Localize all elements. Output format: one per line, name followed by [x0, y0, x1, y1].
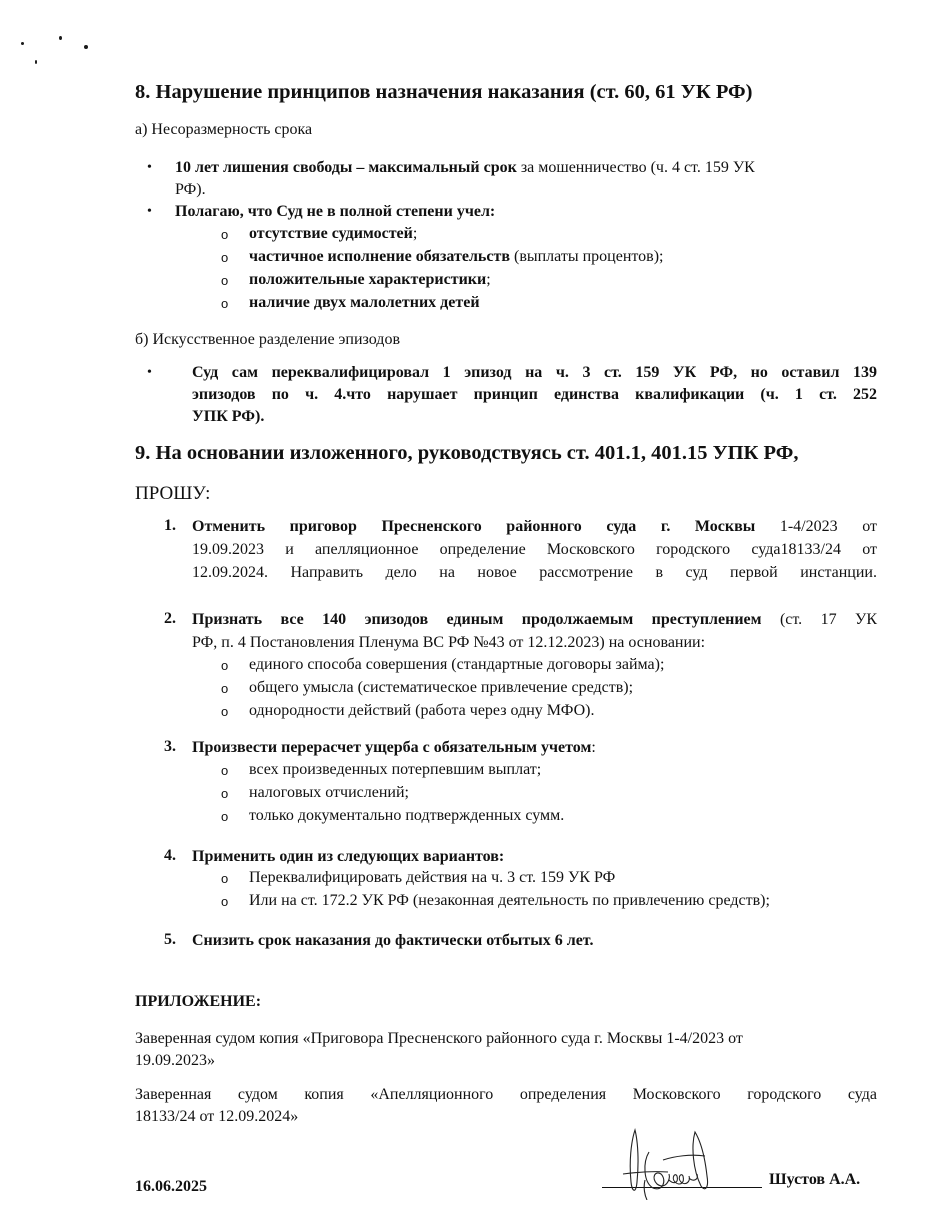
sub-bullet-icon: o — [221, 809, 229, 824]
bullet-icon: • — [147, 160, 152, 175]
bullet-max-term-cont: РФ). — [175, 181, 206, 198]
bullet-icon: • — [147, 204, 152, 219]
sub-bullet-icon: o — [221, 250, 229, 265]
bullet-split-episodes-line2: эпизодов по ч. 4.что нарушает принцип единства квалификации (ч. 1 ст. 252 — [192, 386, 877, 403]
sub-bullet-icon: o — [221, 273, 229, 288]
document-date: 16.06.2025 — [135, 1178, 207, 1195]
bullet-court-considered: Полагаю, что Суд не в полной степени учел: — [175, 203, 496, 220]
request-number: 3. — [164, 738, 176, 755]
request-2-sub-item: однородности действий (работа через одну МФО). — [249, 702, 595, 719]
request-1-line3: 12.09.2024. Направить дело на новое рассмотрение в суд первой инстанции. — [192, 564, 877, 581]
sub-item-positive-references: положительные характеристики; — [249, 271, 491, 288]
section-9-heading: 9. На основании изложенного, руководствуясь ст. 401.1, 401.15 УПК РФ, — [135, 442, 799, 464]
sub-bullet-icon: o — [221, 227, 229, 242]
sub-bullet-icon: o — [221, 681, 229, 696]
sub-bullet-icon: o — [221, 763, 229, 778]
appendix-heading: ПРИЛОЖЕНИЕ: — [135, 993, 262, 1010]
request-4-line1: Применить один из следующих вариантов: — [192, 848, 505, 865]
request-3-sub-item: только документально подтвержденных сумм. — [249, 807, 565, 824]
request-2-line2: РФ, п. 4 Постановления Пленума ВС РФ №43 от 12.12.2023) на основании: — [192, 634, 706, 651]
sub-bullet-icon: o — [221, 871, 229, 886]
request-2-sub-item: единого способа совершения (стандартные договоры займа); — [249, 656, 665, 673]
sub-bullet-icon: o — [221, 704, 229, 719]
sub-item-partial-fulfillment: частичное исполнение обязательств (выплаты процентов); — [249, 248, 664, 265]
sub-item-two-children: наличие двух малолетних детей — [249, 294, 480, 311]
bullet-max-term: 10 лет лишения свободы – максимальный срок за мошенничество (ч. 4 ст. 159 УК — [175, 159, 755, 176]
section-8-heading: 8. Нарушение принципов назначения наказания (ст. 60, 61 УК РФ) — [135, 81, 753, 103]
request-1-line2: 19.09.2023 и апелляционное определение Московского городского суда18133/24 от — [192, 541, 877, 558]
appendix-item-1-line1: Заверенная судом копия «Приговора Пресненского районного суда г. Москвы 1-4/2023 от — [135, 1030, 743, 1047]
bullet-split-episodes-line3: УПК РФ). — [192, 408, 265, 425]
request-number: 1. — [164, 517, 176, 534]
sub-bullet-icon: o — [221, 894, 229, 909]
request-number: 4. — [164, 847, 176, 864]
sub-bullet-icon: o — [221, 658, 229, 673]
signer-name: Шустов А.А. — [769, 1171, 861, 1188]
request-4-sub-item: Или на ст. 172.2 УК РФ (незаконная деятельность по привлечению средств); — [249, 892, 770, 909]
request-number: 2. — [164, 610, 176, 627]
request-5-line1: Снизить срок наказания до фактически отбытых 6 лет. — [192, 932, 594, 949]
sub-bullet-icon: o — [221, 296, 229, 311]
request-label: ПРОШУ: — [135, 483, 211, 504]
request-3-sub-item: всех произведенных потерпевшим выплат; — [249, 761, 542, 778]
appendix-item-2-line1: Заверенная судом копия «Апелляционного определения Московского городского суда — [135, 1086, 877, 1103]
appendix-item-1-line2: 19.09.2023» — [135, 1052, 215, 1069]
request-2-line1: Признать все 140 эпизодов единым продолжаемым преступлением (ст. 17 УК — [192, 611, 877, 628]
appendix-item-2-line2: 18133/24 от 12.09.2024» — [135, 1108, 299, 1125]
bullet-icon: • — [147, 365, 152, 380]
request-3-sub-item: налоговых отчислений; — [249, 784, 409, 801]
subsection-b-label: б) Искусственное разделение эпизодов — [135, 331, 400, 348]
bullet-split-episodes-line1: Суд сам переквалифицировал 1 эпизод на ч. 3 ст. 159 УК РФ, но оставил 139 — [192, 364, 877, 381]
subsection-a-label: а) Несоразмерность срока — [135, 121, 313, 138]
request-1-line1: Отменить приговор Пресненского районного суда г. Москвы 1-4/2023 от — [192, 518, 877, 535]
request-4-sub-item: Переквалифицировать действия на ч. 3 ст. 159 УК РФ — [249, 869, 616, 886]
sub-bullet-icon: o — [221, 786, 229, 801]
signature — [613, 1122, 743, 1200]
request-number: 5. — [164, 931, 176, 948]
sub-item-no-convictions: отсутствие судимостей; — [249, 225, 418, 242]
request-2-sub-item: общего умысла (систематическое привлечение средств); — [249, 679, 634, 696]
request-3-line1: Произвести перерасчет ущерба с обязательным учетом: — [192, 739, 596, 756]
